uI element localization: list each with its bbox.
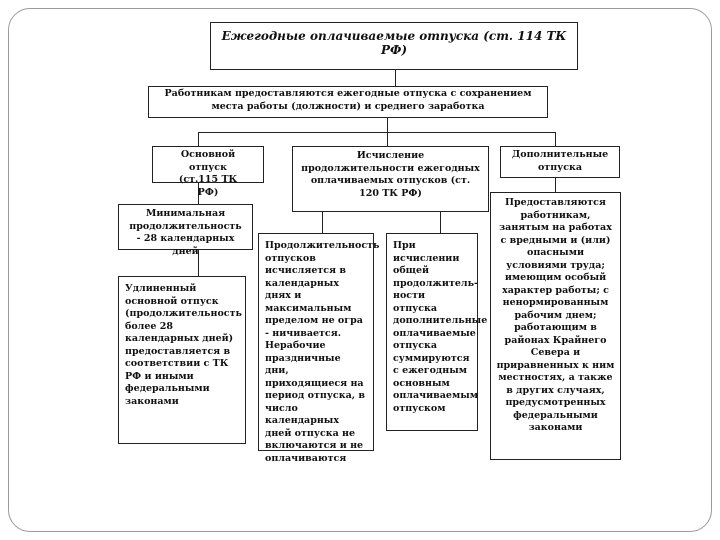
connector-to-basic <box>198 132 199 146</box>
definition-box: Работникам предоставляются ежегодные отпуска с сохранением места работы (должности) и среднего заработка <box>148 86 548 118</box>
connector-calc-to-rule1 <box>322 212 323 233</box>
summing-rule-box: При исчислении общей продолжитель-ности отпуска дополнительные оплачиваемые отпуска суммируются с ежегодным основным оплачиваемым отпуском <box>386 233 478 431</box>
calendar-days-rule-box: Продолжительность отпусков исчисляется в календарных днях и максимальным пределом не огра - ничивается. Нерабочие праздничные дни, приходящиеся на период отпуска, в число календарных дней отпуска не включаются и не оплачиваются <box>258 233 374 451</box>
connector-additional-to-description <box>555 178 556 192</box>
connector-to-calculation <box>387 132 388 146</box>
extended-leave-box: Удлиненный основной отпуск (продолжительность более 28 календарных дней) предоставляется в соответствии с ТК РФ и иными федеральными законами <box>118 276 246 444</box>
diagram-title: Ежегодные оплачиваемые отпуска (ст. 114 ТК РФ) <box>210 22 578 70</box>
connector-to-additional <box>555 132 556 146</box>
additional-leave-description-box: Предоставляются работникам, занятым на работах с вредными и (или) опасными условиями труда; имеющим особый характер работы; с ненормированным рабочим днем; работающим в районах Крайнего Севера и приравненных к ним местностях, а также в других случаях, предусмотренных федеральными законами <box>490 192 621 460</box>
connector-horizontal-bar <box>198 132 555 133</box>
connector-definition-down <box>387 118 388 132</box>
connector-title-to-definition <box>395 70 396 87</box>
calculation-box: Исчисление продолжительности ежегодных оплачиваемых отпусков (ст. 120 ТК РФ) <box>292 146 489 212</box>
additional-leave-box: Дополнительные отпуска <box>500 146 620 178</box>
connector-calc-to-rule2 <box>440 212 441 233</box>
minimum-duration-box: Минимальная продолжительность - 28 календарных дней <box>118 204 253 250</box>
basic-leave-box: Основной отпуск (ст.115 ТК РФ) <box>152 146 264 183</box>
